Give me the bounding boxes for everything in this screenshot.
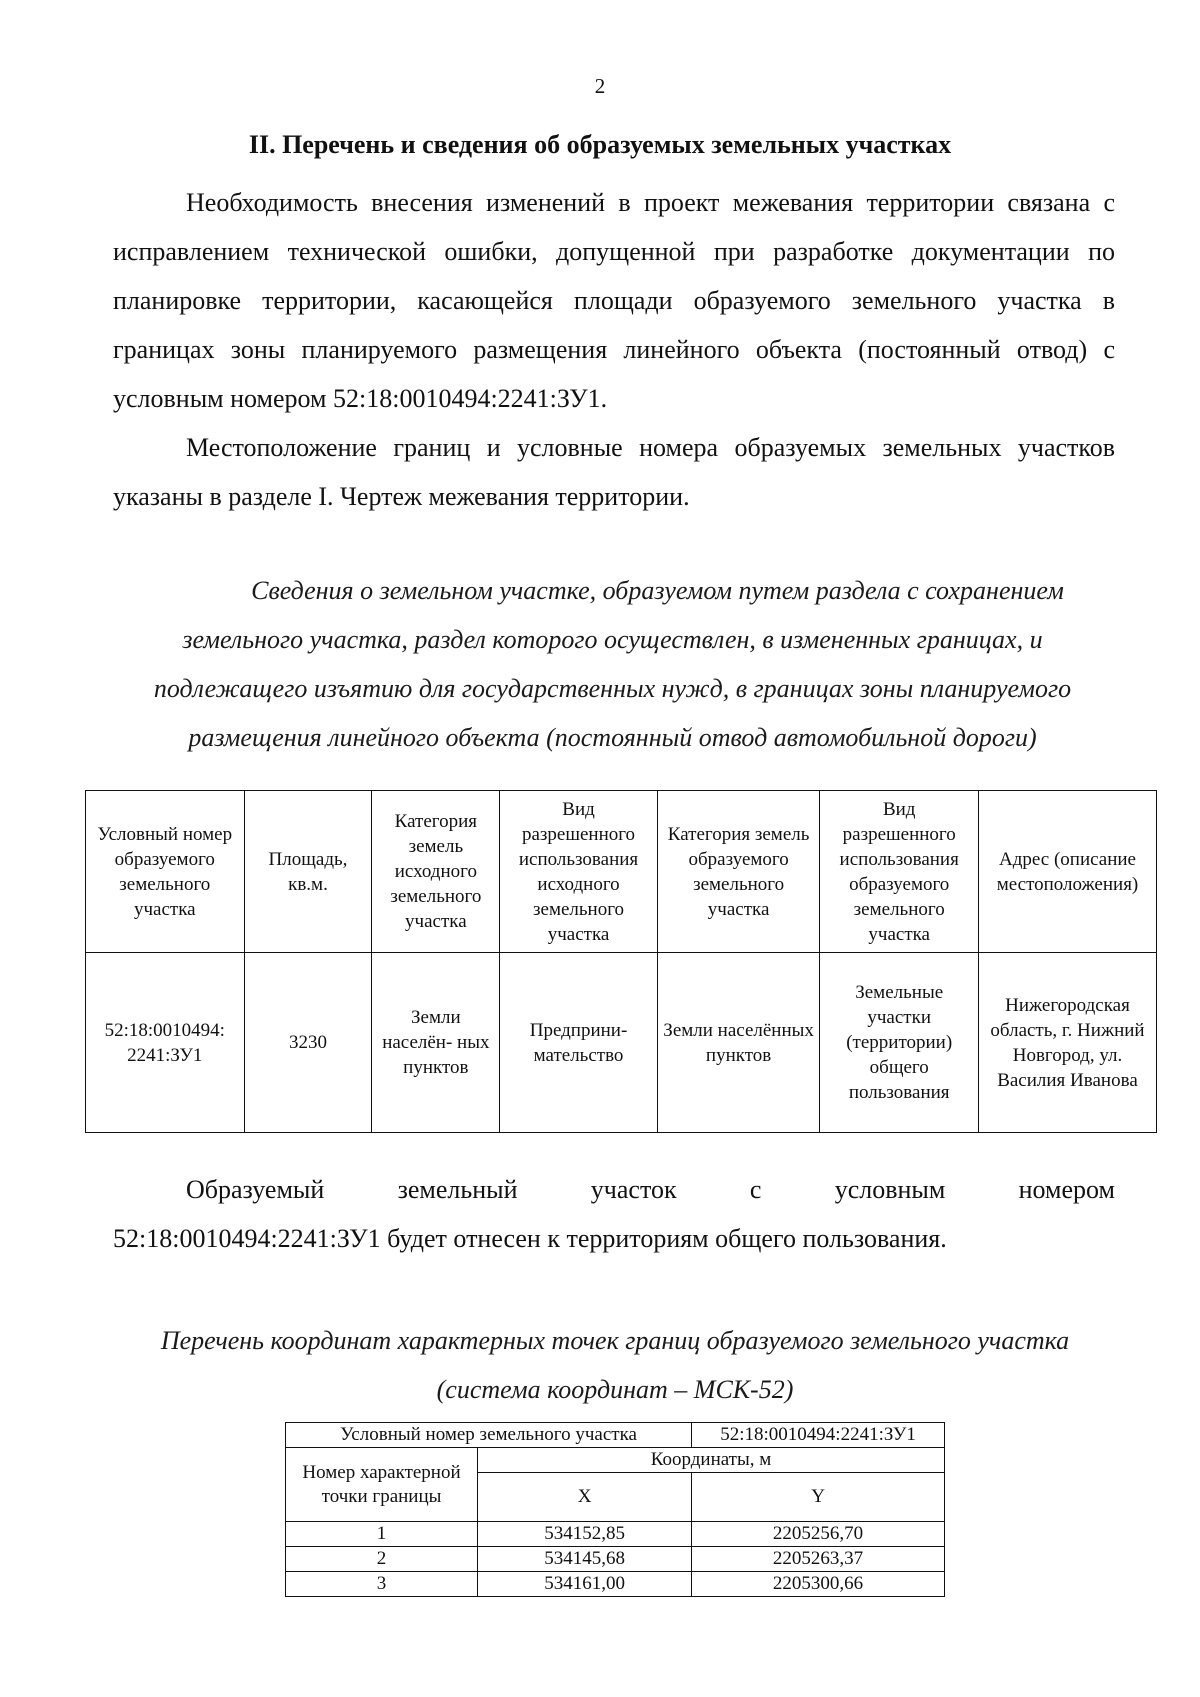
header-cell-parcel-number: Условный номер образуемого земельного участка	[86, 791, 245, 953]
cell-y: 2205300,66	[692, 1572, 945, 1597]
cell-new-category: Земли населённых пунктов	[657, 953, 820, 1133]
cell-source-category: Земли населён- ных пунктов	[372, 953, 500, 1133]
cell-source-usage: Предприни- мательство	[500, 953, 658, 1133]
cell-new-usage: Земельные участки (территории) общего пользования	[820, 953, 979, 1133]
paragraph-line: Образуемый земельный участок с условным номером	[186, 1175, 1115, 1204]
header-cell-area: Площадь, кв.м.	[244, 791, 372, 953]
parcel-info-caption	[100, 566, 1125, 762]
cell-x: 534145,68	[478, 1547, 692, 1572]
location-paragraph: Местоположение границ и условные номера образуемых земельных участков указаны в разделе I. Чертеж межевания территории.	[113, 433, 1115, 511]
table-row	[86, 953, 1157, 1133]
cell-y: 2205256,70	[692, 1522, 945, 1547]
cell-x: 534161,00	[478, 1572, 692, 1597]
caption-line: земельного участка, раздел которого осуществлен, в измененных границах, и	[182, 625, 1043, 654]
parcel-number-value: 52:18:0010494:2241:ЗУ1	[692, 1423, 945, 1448]
table-row	[286, 1423, 945, 1448]
cell-x: 534152,85	[478, 1522, 692, 1547]
header-cell-source-category: Категория земель исходного земельного участка	[372, 791, 500, 953]
table-header-row	[86, 791, 1157, 953]
parcel-number-label: Условный номер земельного участка	[286, 1423, 692, 1448]
cell-point-number: 1	[286, 1522, 478, 1547]
header-cell-point-number: Номер характерной точки границы	[286, 1448, 478, 1522]
caption-line: Перечень координат характерных точек границ образуемого земельного участка	[160, 1326, 1070, 1355]
caption-line: размещения линейного объекта (постоянный отвод автомобильной дороги)	[188, 723, 1037, 752]
header-cell-coordinates: Координаты, м	[478, 1448, 945, 1473]
cell-address: Нижегородская область, г. Нижний Новгород, ул. Василия Иванова	[978, 953, 1156, 1133]
cell-y: 2205263,37	[692, 1547, 945, 1572]
cell-point-number: 3	[286, 1572, 478, 1597]
table-row	[286, 1572, 945, 1597]
caption-line: (система координат – МСК-52)	[436, 1375, 794, 1404]
parcel-info-table	[85, 790, 1157, 1133]
header-cell-y: Y	[692, 1473, 945, 1522]
page-number: 2	[594, 74, 606, 98]
public-use-paragraph	[113, 1165, 1115, 1263]
header-cell-address: Адрес (описание местоположения)	[978, 791, 1156, 953]
cell-parcel-number: 52:18:0010494: 2241:ЗУ1	[86, 953, 245, 1133]
table-row	[286, 1522, 945, 1547]
header-cell-source-usage: Вид разрешенного использования исходного земельного участка	[500, 791, 658, 953]
header-cell-new-category: Категория земель образуемого земельного участка	[657, 791, 820, 953]
table-row	[286, 1547, 945, 1572]
paragraph-line: 52:18:0010494:2241:ЗУ1 будет отнесен к территориям общего пользования.	[113, 1224, 947, 1253]
intro-paragraph: Необходимость внесения изменений в проект межевания территории связана с исправлением технической ошибки, допущенной при разработке документации по планировке территории, касающейся площади образуемого земельного участка в границах зоны планируемого размещения линейного объекта (постоянный отвод) с условным номером 52:18:0010494:2241:ЗУ1.	[113, 188, 1115, 413]
table-header-row	[286, 1448, 945, 1473]
caption-line: Сведения о земельном участке, образуемом путем раздела с сохранением	[251, 576, 1064, 605]
coordinates-table	[285, 1422, 945, 1597]
header-cell-new-usage: Вид разрешенного использования образуемого земельного участка	[820, 791, 979, 953]
header-cell-x: X	[478, 1473, 692, 1522]
section-title: II. Перечень и сведения об образуемых земельных участках	[248, 130, 952, 159]
caption-line: подлежащего изъятию для государственных нужд, в границах зоны планируемого	[153, 674, 1072, 703]
cell-area: 3230	[244, 953, 372, 1133]
coordinates-caption	[90, 1316, 1140, 1414]
cell-point-number: 2	[286, 1547, 478, 1572]
